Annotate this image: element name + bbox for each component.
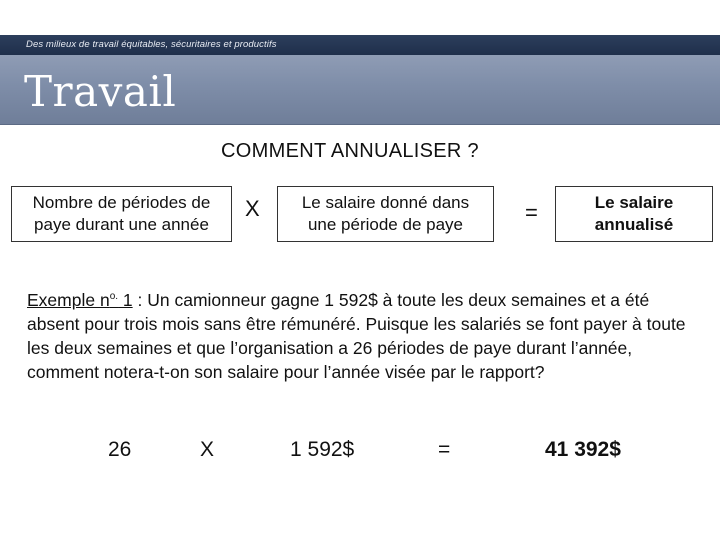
formula-box-salary-line2: une période de paye	[307, 215, 463, 234]
formula-equals-sign: =	[525, 200, 538, 225]
header-tagline: Des milieux de travail équitables, sécuritaires et productifs	[26, 39, 277, 50]
calc-equals-sign: =	[438, 438, 451, 461]
formula-box-periods-line1: Nombre de périodes de	[32, 193, 211, 212]
formula-box-periods	[11, 186, 232, 242]
formula-times-sign: X	[245, 196, 260, 221]
header-banner	[0, 35, 720, 125]
calc-amount: 1 592$	[290, 438, 355, 461]
calc-times-sign: X	[200, 438, 215, 461]
slide-title: COMMENT ANNUALISER ?	[221, 140, 479, 162]
calc-periods: 26	[108, 438, 132, 461]
formula-box-salary-line1: Le salaire donné dans	[301, 193, 470, 212]
example-label-number: 1	[118, 289, 133, 310]
formula-box-salary	[277, 186, 494, 242]
formula-box-annualized-line1: Le salaire	[594, 193, 674, 212]
example-paragraph	[27, 285, 697, 384]
example-label-sup: o.	[109, 291, 119, 302]
brand-title: Travail	[24, 67, 177, 116]
calc-result: 41 392$	[545, 438, 621, 461]
example-body: : Un camionneur gagne 1 592$ à toute les deux semaines et a été absent pour trois mois sans être rémunéré. Puisque les salariés se font payer à toute les deux semaines et que l’organisation a 26 périodes de paye durant l’année, comment notera-t-on son salaire pour l’année visée par le rapport?	[27, 289, 686, 382]
formula-box-annualized	[555, 186, 713, 242]
example-label-prefix: Exemple n	[27, 289, 110, 310]
formula-box-periods-line2: paye durant une année	[34, 215, 209, 234]
formula-box-annualized-line2: annualisé	[594, 215, 674, 234]
example-label	[27, 290, 133, 310]
tagline-bar	[0, 35, 720, 55]
